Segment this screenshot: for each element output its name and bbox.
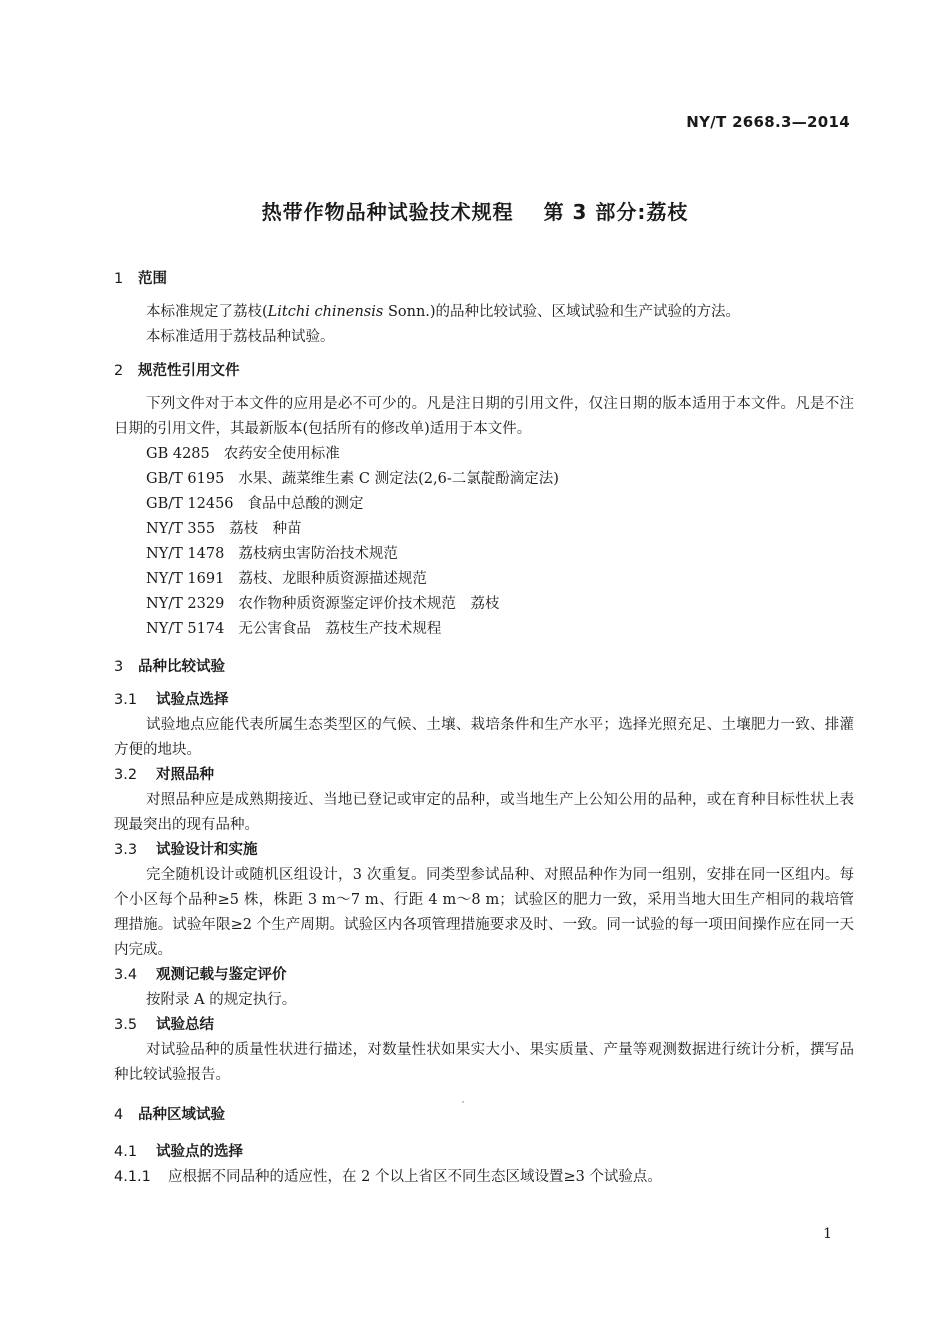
standard-code: NY/T 2668.3—2014: [686, 113, 850, 131]
paragraph-3-3: 完全随机设计或随机区组设计，3 次重复。同类型参试品种、对照品种作为同一组别，安排在同一区组内。每个小区每个品种≥5 株，株距 3 m～7 m、行距 4 m～8 m；试验区的肥力一致，采用当地大田生产相同的栽培管理措施。试验年限≥2 个生产周期。试验区内各项管理措施要求及时、一致。同一试验的每一项田间操作应在同一天内完成。: [114, 867, 854, 958]
subsection-heading-3-2: 3.2 对照品种: [114, 767, 214, 783]
reference-item: NY/T 1691 荔枝、龙眼种质资源描述规范: [146, 571, 427, 587]
paragraph-scope-2: 本标准适用于荔枝品种试验。: [146, 329, 335, 345]
subsection-heading-3-5: 3.5 试验总结: [114, 1017, 214, 1033]
subsection-heading-4-1: 4.1 试验点的选择: [114, 1144, 243, 1160]
scan-speck: [462, 1101, 464, 1103]
section-heading-4: 4 品种区域试验: [114, 1107, 225, 1123]
reference-item: GB/T 12456 食品中总酸的测定: [146, 496, 364, 512]
section-heading-1: 1 范围: [114, 271, 167, 287]
reference-item: NY/T 5174 无公害食品 荔枝生产技术规程: [146, 621, 442, 637]
reference-item: NY/T 2329 农作物种质资源鉴定评价技术规范 荔枝: [146, 596, 500, 612]
clause-4-1-1: 4.1.1 应根据不同品种的适应性，在 2 个以上省区不同生态区域设置≥3 个试验点。: [114, 1169, 662, 1185]
document-body: [114, 266, 854, 1190]
paragraph-3-1: 试验地点应能代表所属生态类型区的气候、土壤、栽培条件和生产水平；选择光照充足、土壤肥力一致、排灌方便的地块。: [114, 717, 854, 758]
paragraph-references-intro: 下列文件对于本文件的应用是必不可少的。凡是注日期的引用文件，仅注日期的版本适用于本文件。凡是不注日期的引用文件，其最新版本(包括所有的修改单)适用于本文件。: [114, 396, 854, 437]
reference-item: GB/T 6195 水果、蔬菜维生素 C 测定法(2,6-二氯靛酚滴定法): [146, 471, 559, 487]
section-heading-2: 2 规范性引用文件: [114, 363, 240, 379]
subsection-heading-3-4: 3.4 观测记载与鉴定评价: [114, 967, 287, 983]
subsection-heading-3-1: 3.1 试验点选择: [114, 692, 229, 708]
paragraph-3-2: 对照品种应是成熟期接近、当地已登记或审定的品种，或当地生产上公知公用的品种，或在育种目标性状上表现最突出的现有品种。: [114, 792, 854, 833]
reference-item: NY/T 355 荔枝 种苗: [146, 521, 302, 537]
title-main: 热带作物品种试验技术规程: [261, 200, 514, 224]
section-heading-3: 3 品种比较试验: [114, 659, 225, 675]
page-number: 1: [823, 1226, 832, 1242]
subsection-heading-3-3: 3.3 试验设计和实施: [114, 842, 258, 858]
document-title: [0, 196, 950, 225]
paragraph-3-4: 按附录 A 的规定执行。: [146, 992, 297, 1008]
reference-item: NY/T 1478 荔枝病虫害防治技术规范: [146, 546, 398, 562]
paragraph-3-5: 对试验品种的质量性状进行描述，对数量性状如果实大小、果实质量、产量等观测数据进行统计分析，撰写品种比较试验报告。: [114, 1042, 854, 1083]
title-part: 第 3 部分:荔枝: [543, 200, 689, 224]
reference-item: GB 4285 农药安全使用标准: [146, 446, 340, 462]
paragraph-scope-1: 本标准规定了荔枝(Litchi chinensis Sonn.)的品种比较试验、区域试验和生产试验的方法。: [146, 304, 741, 320]
